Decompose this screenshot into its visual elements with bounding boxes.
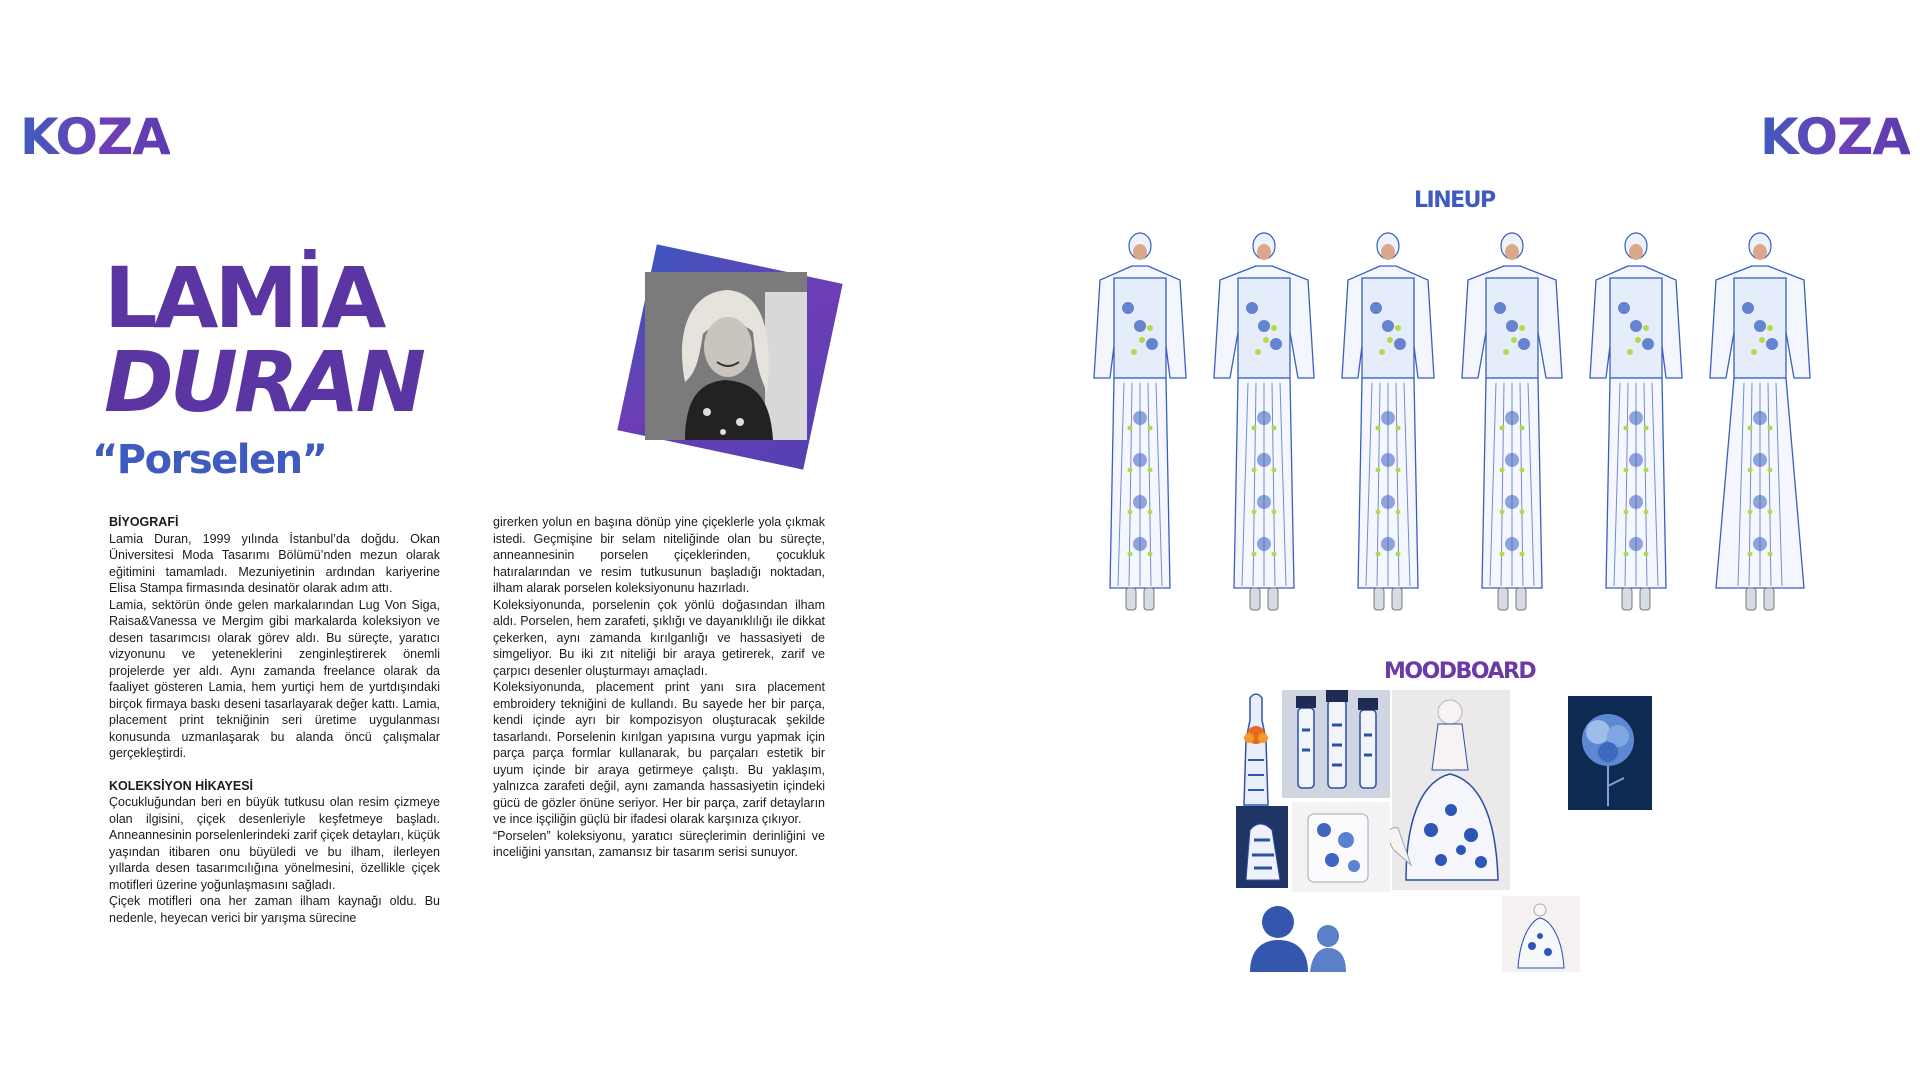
mood-blue-flower — [1568, 696, 1652, 810]
mood-blue-bust — [1244, 900, 1348, 972]
collection-story-heading: KOLEKSİYON HİKAYESİ — [109, 778, 254, 793]
lineup-figure — [1342, 233, 1434, 610]
mood-painted-hand — [1236, 806, 1288, 888]
mood-chess-pieces — [1282, 690, 1390, 798]
biography-paragraph-2: Lamia, sektörün önde gelen markalarından Lug Von Siga, Raisa&Vanessa ve Mergim gibi markalarda koleksiyon ve desen tasarımcısı olarak görev aldı. Bu süreçte, yaratıcı vizyonunu ve yeteneklerini zenginleştirerek önemli projelerde yer aldı. Aynı zamanda freelance olarak da faaliyet gösteren Lamia, hem yurtiçi hem de yurtdışındaki birçok firmaya baskı deseni tasarlayarak değer kattı. Lamia, placement print tekniğinin seri üretime uygulanması konusunda uzmanlaşarak bu alanda öncü çalışmalar gerçekleştirdi. — [109, 597, 440, 760]
collection-title: “Porselen” — [92, 437, 327, 483]
moodboard-title: MOODBOARD — [1384, 659, 1536, 684]
story-continuation-paragraph-1: girerken yolun en başına dönüp yine çiçeklerle yola çıkmak istedi. Geçmişine bir selam niteliğinde olan bu süreçte, anneannesinin porselen çiçeklerinden, çocukluk hatıralarından ve resim tutkusunun başladığı noktadan, ilham alarak porselen koleksiyonunu hazırladı. — [493, 515, 825, 595]
moodboard-collage — [1236, 690, 1652, 972]
lineup-figure — [1214, 233, 1314, 610]
designer-photo-block — [610, 240, 850, 480]
lineup-title: LINEUP — [1414, 188, 1495, 213]
mood-porcelain-lady — [1388, 690, 1510, 890]
text-column-1 — [109, 514, 440, 926]
mood-figurine-small — [1236, 690, 1276, 810]
designer-first-name: LAMİA — [104, 249, 383, 347]
designer-name — [104, 249, 422, 431]
portrait-illustration — [645, 272, 807, 440]
koza-logo-right: KOZA — [1760, 108, 1910, 166]
lineup-figure — [1462, 233, 1562, 610]
mood-flower-mug — [1292, 802, 1390, 892]
lineup-figure — [1094, 233, 1186, 610]
biography-heading: BİYOGRAFİ — [109, 515, 179, 529]
collection-story-paragraph-2: Çiçek motifleri ona her zaman ilham kaynağı oldu. Bu nedenle, heyecan verici bir yarışma sürecine — [109, 894, 440, 925]
lineup-illustration — [1078, 228, 1822, 624]
text-column-2 — [493, 514, 825, 861]
story-continuation-paragraph-4: “Porselen” koleksiyonu, yaratıcı süreçlerimin derinliğini ve inceliğini yansıtan, zamansız bir tasarım serisi sunuyor. — [493, 828, 825, 859]
lineup-figure — [1590, 233, 1682, 610]
lineup-figure — [1710, 233, 1810, 610]
designer-last-name: DURAN — [104, 333, 422, 431]
designer-portrait — [645, 272, 807, 440]
mood-porcelain-figure-small — [1502, 896, 1580, 972]
collection-story-paragraph-1: Çocukluğundan beri en büyük tutkusu olan resim çizmeye olan ilgisini, çiçek desenleriyle keşfetmeye başladı. Anneannesinin porselenlerindeki zarif çiçek detayları, küçük yaşından itibaren onu büyüledi ve bu ilham, ilerleyen yıllarda desen tasarımcılığına yönelmesini, özellikle çiçek motifleri üzerine yoğunlaşmasını sağladı. — [109, 795, 440, 892]
biography-paragraph-1: Lamia Duran, 1999 yılında İstanbul’da doğdu. Okan Üniversitesi Moda Tasarımı Bölümü’nden mezun olarak eğitimini tamamladı. Mezuniyetinin ardından kariyerine Elisa Stampa firmasında desinatör olarak adım attı. — [109, 531, 440, 595]
koza-logo-left: KOZA — [20, 108, 170, 166]
story-continuation-paragraph-3: Koleksiyonunda, placement print yanı sıra placement embroidery tekniğini de kullandı. Bu sayede her bir parça, kendi içinde ayrı bir kompozisyon oluşturacak şekilde tasarlandı. Porselenin kırılgan yapısına vurgu yapmak için parça parça formlar kullanarak, bu parçaları estetik bir uyum içinde bir araya getirmeye çalıştı. Bu yaklaşım, yalnızca zarafeti değil, aynı zamanda hassasiyetin içindeki gücü de gözler önüne seriyor. Her bir parça, zarif detayların ve ince işçiliğin güçlü bir ifadesi olarak karşınıza çıkıyor. — [493, 680, 825, 826]
story-continuation-paragraph-2: Koleksiyonunda, porselenin çok yönlü doğasından ilham aldı. Porselen, hem zarafeti, şıklığı ve dayanıklılığı ile dikkat çekerken, aynı zamanda kırılganlığı ve hassasiyeti de simgeliyor. Bu iki zıt niteliği bir araya getirerek, zarif ve çarpıcı desenler oluşturmayı amaçladı. — [493, 597, 825, 678]
